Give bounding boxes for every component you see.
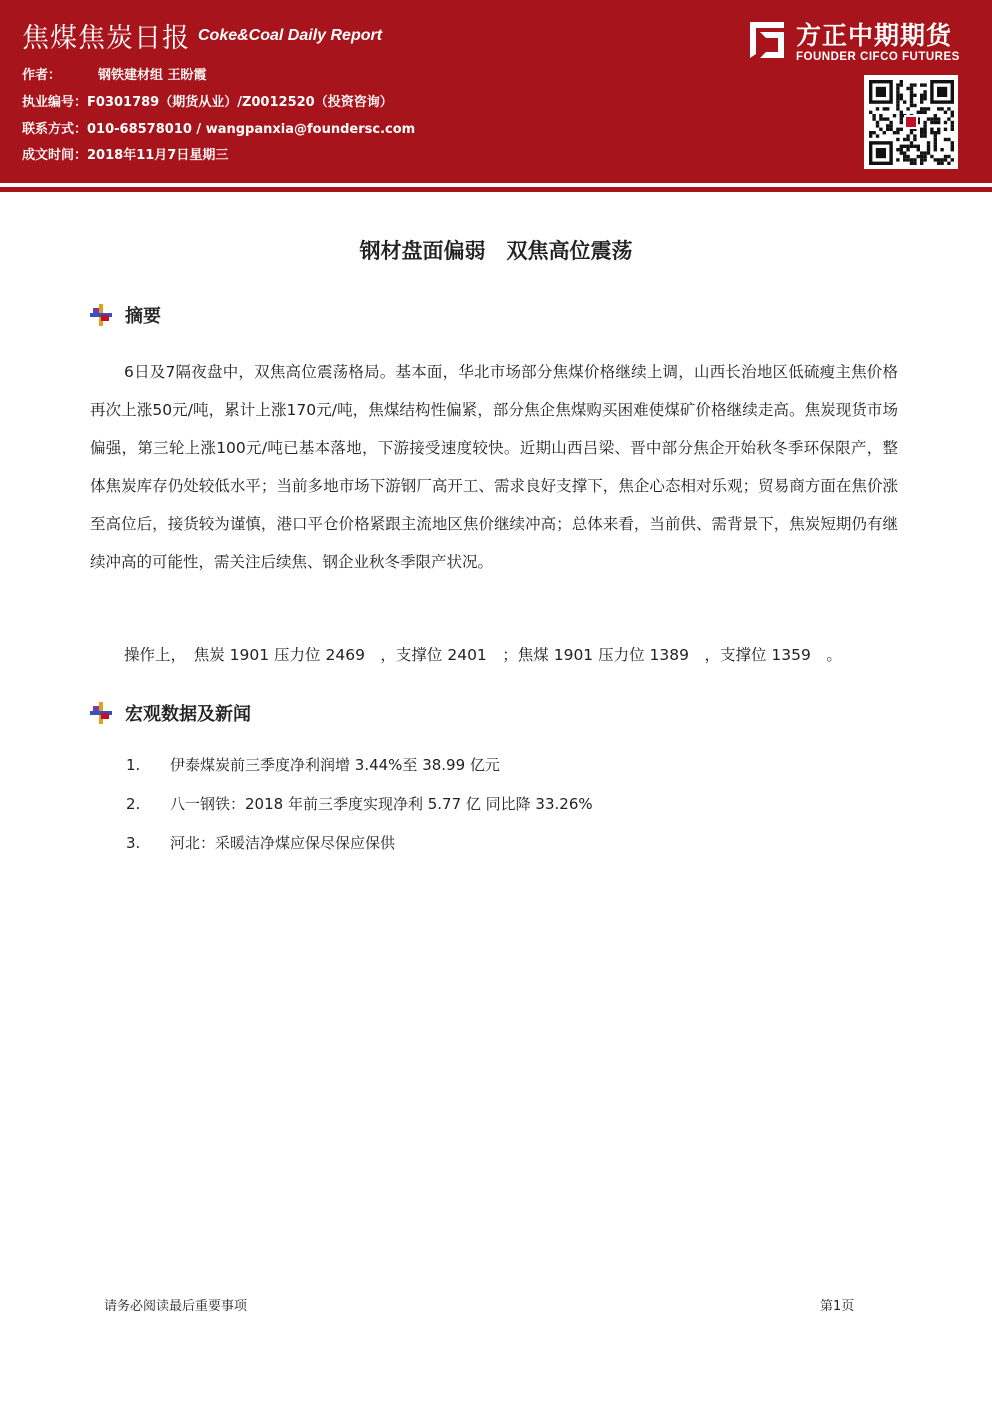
news-item xyxy=(126,754,500,775)
news-item xyxy=(126,793,593,814)
section-bullet-icon xyxy=(90,702,112,724)
page-number: 第1页 xyxy=(820,1299,855,1314)
footer-notice: 请务必阅读最后重要事项 xyxy=(104,1299,248,1314)
summary-paragraph: 6日及7隔夜盘中，双焦高位震荡格局。基本面，华北市场部分焦煤价格继续上调，山西长治地区低硫瘦主焦价格再次上涨50元/吨，累计上涨170元/吨，焦煤结构性偏紧，部分焦企焦煤购买困难使煤矿价格继续走高。焦炭现货市场偏强，第三轮上涨100元/吨已基本落地，下游接受速度较快。近期山西吕梁、晋中部分焦企开始秋冬季环保限产，整体焦炭库存仍处较低水平；当前多地市场下游钢厂高开工、需求良好支撑下，焦企心态相对乐观；贸易商方面在焦价涨至高位后，接货较为谨慎，港口平仓价格紧跟主流地区焦价继续冲高；总体来看，当前供、需背景下，焦炭短期仍有继续冲高的可能性，需关注后续焦、钢企业秋冬季限产状况。 xyxy=(90,363,898,571)
contact-value: 010-68578010 / wangpanxia@foundersc.com xyxy=(87,122,416,137)
license-line xyxy=(22,91,393,110)
news-item-text: 八一钢铁：2018 年前三季度实现净利 5.77 亿 同比降 33.26% xyxy=(170,795,593,813)
news-item-text: 河北：采暖洁净煤应保尽保应保供 xyxy=(170,834,396,852)
date-value: 2018年11月7日星期三 xyxy=(87,148,229,163)
date-line xyxy=(22,144,228,163)
news-item-number: 1. xyxy=(126,756,141,774)
report-header xyxy=(0,0,992,183)
contact-line xyxy=(22,118,415,137)
author-value: 钢铁建材组 王盼霞 xyxy=(98,68,207,83)
news-item xyxy=(126,832,395,853)
license-label: 执业编号： xyxy=(22,95,88,110)
contact-label: 联系方式： xyxy=(22,122,88,137)
report-title-en: Coke&Coal Daily Report xyxy=(198,27,383,44)
section-bullet-icon xyxy=(90,304,112,326)
qr-code-icon xyxy=(864,75,958,169)
founder-logo-icon xyxy=(744,18,788,62)
operation-line: 操作上， 焦炭 1901 压力位 2469 ，支撑位 2401 ；焦煤 1901 压力位 1389 ，支撑位 1359 。 xyxy=(124,646,842,664)
news-item-text: 伊泰煤炭前三季度净利润增 3.44%至 38.99 亿元 xyxy=(170,756,500,774)
logo-text-en: FOUNDER CIFCO FUTURES xyxy=(796,51,960,63)
news-heading-label: 宏观数据及新闻 xyxy=(125,704,251,725)
author-line xyxy=(22,64,207,83)
document-title: 钢材盘面偏弱 双焦高位震荡 xyxy=(359,239,633,263)
news-item-number: 3. xyxy=(126,834,141,852)
date-label: 成文时间： xyxy=(22,148,88,163)
report-title-cn: 焦煤焦炭日报 xyxy=(22,23,190,54)
license-value: F0301789（期货从业）/Z0012520（投资咨询） xyxy=(87,95,393,110)
logo-text-cn: 方正中期期货 xyxy=(796,21,953,50)
summary-heading-label: 摘要 xyxy=(125,306,161,327)
news-item-number: 2. xyxy=(126,795,141,813)
author-label: 作者： xyxy=(22,68,62,83)
header-divider xyxy=(0,187,992,192)
